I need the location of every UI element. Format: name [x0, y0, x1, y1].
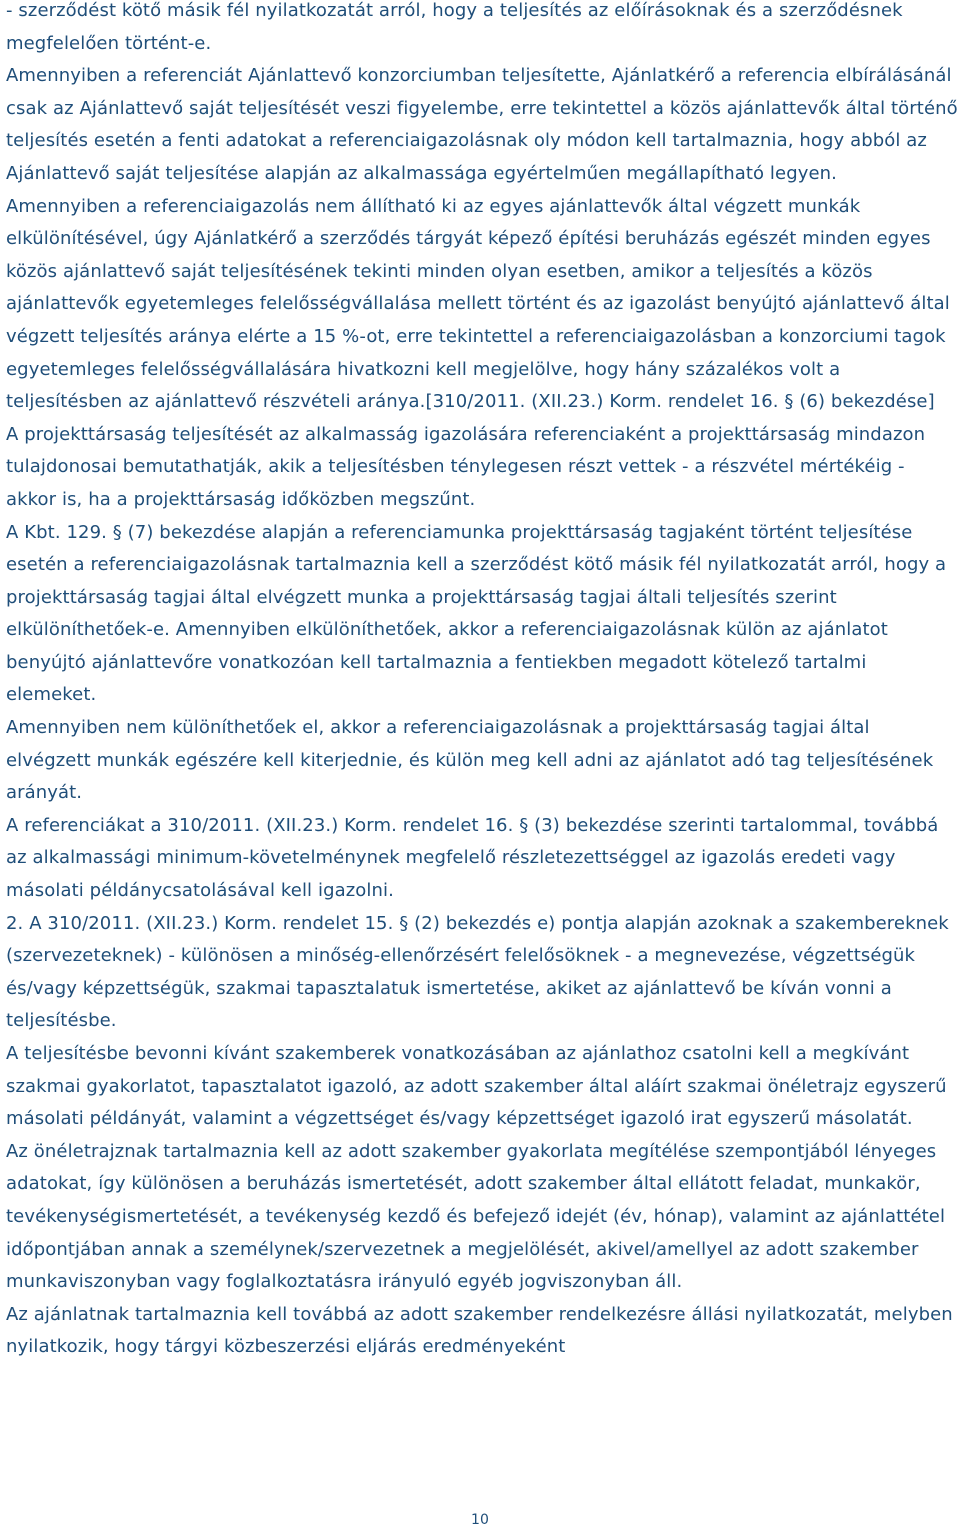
paragraph-expert-documents: A teljesítésbe bevonni kívánt szakemberek vonatkozásában az ajánlathoz csatolni kell a megkívánt szakmai gyakorlatot, tapasztalatot igazoló, az adott szakember által aláírt szakmai önéletrajz egyszerű másolati példányát, valamint a végzettséget és/vagy képzettséget igazoló irat egyszerű másolatát.	[6, 1043, 947, 1130]
paragraph-cv-content: Az önéletrajznak tartalmaznia kell az adott szakember gyakorlata megítélése szempontjából lényeges adatokat, így különösen a beruházás ismertetését, adott szakember által ellátott feladat, munkakör, tevékenységismertetését, a tevékenység kezdő és befejező idejét (év, hónap), valamint az ajánlattétel időpontjában annak a személynek/szervezetnek a megjelölését, akivel/amellyel az adott szakember munkaviszonyban vagy foglalkoztatásra irányuló egyéb jogviszonyban áll.	[6, 1140, 946, 1293]
paragraph-reference-separation: Amennyiben a referenciaigazolás nem állítható ki az egyes ajánlattevők által végzett munkák elkülönítésével, úgy Ajánlatkérő a szerződés tárgyát képező építési beruházás egészét minden egyes közös ajánlattevő saját teljesítésének tekinti minden olyan esetben, amikor a teljesítés a közös ajánlattevők egyetemleges felelősségvállalása mellett történt és az igazolást benyújtó ajánlattevő által végzett teljesítés aránya elérte a 15 %-ot, erre tekintettel a referenciaigazolásban a konzorciumi tagok egyetemleges felelősségvállalására hivatkozni kell megjelölve, hogy hány százalékos volt a teljesítésben az ajánlattevő részvételi aránya.[310/2011. (XII.23.) Korm. rendelet 16. § (6) bekezdése]	[6, 195, 950, 413]
document-body	[6, 0, 960, 1364]
paragraph-reference-content: A referenciákat a 310/2011. (XII.23.) Korm. rendelet 16. § (3) bekezdése szerinti tartalommal, továbbá az alkalmassági minimum-követelménynek megfelelő részletezettséggel az igazolás eredeti vagy másolati példánycsatolásával kell igazolni.	[6, 814, 939, 902]
paragraph-signatory-statement: - szerződést kötő másik fél nyilatkozatát arról, hogy a teljesítés az előírásoknak és a szerződésnek megfelelően történt-e.	[6, 0, 903, 54]
paragraph-kbt-129: A Kbt. 129. § (7) bekezdése alapján a referenciamunka projekttársaság tagjaként történt teljesítése esetén a referenciaigazolásnak tartalmaznia kell a szerződést kötő másik fél nyilatkozatát arról, hogy a projekttársaság tagjai által elvégzett munka a projekttársaság tagjai általi teljesítés szerint elkülöníthetőek-e. Amennyiben elkülöníthetőek, akkor a referenciaigazolásnak külön az ajánlatot benyújtó ajánlattevőre vonatkozóan kell tartalmaznia a fentiekben megadott kötelező tartalmi elemeket.	[6, 521, 947, 706]
paragraph-experts-requirement: 2. A 310/2011. (XII.23.) Korm. rendelet 15. § (2) bekezdés e) pontja alapján azoknak a szakembereknek (szervezeteknek) - különösen a minőség-ellenőrzésért felelősöknek - a megnevezése, végzettségük és/vagy képzettségük, szakmai tapasztalatuk ismertetése, akiket az ajánlattevő be kíván vonni a teljesítésbe.	[6, 912, 949, 1032]
page-number: 10	[470, 1512, 489, 1528]
paragraph-not-separable: Amennyiben nem különíthetőek el, akkor a referenciaigazolásnak a projekttársaság tagjai által elvégzett munkák egészére kell kiterjednie, és külön meg kell adni az ajánlatot adó tag teljesítésének arányát.	[6, 717, 934, 804]
paragraph-project-company: A projekttársaság teljesítését az alkalmasság igazolására referenciaként a projekttársaság mindazon tulajdonosai bemutathatják, akik a teljesítésben ténylegesen részt vettek - a részvétel mértékéig - akkor is, ha a projekttársaság időközben megszűnt.	[6, 423, 926, 510]
paragraph-consortium-reference: Amennyiben a referenciát Ajánlattevő konzorciumban teljesítette, Ajánlatkérő a referencia elbírálásánál csak az Ajánlattevő saját teljesítését veszi figyelembe, erre tekintettel a közös ajánlattevők által történő teljesítés esetén a fenti adatokat a referenciaigazolásnak oly módon kell tartalmaznia, hogy abból az Ajánlattevő saját teljesítése alapján az alkalmassága egyértelműen megállapítható legyen.	[6, 65, 958, 184]
paragraph-availability-statement: Az ajánlatnak tartalmaznia kell továbbá az adott szakember rendelkezésre állási nyilatkozatát, melyben nyilatkozik, hogy tárgyi közbeszerzési eljárás eredményeként	[6, 1303, 953, 1358]
